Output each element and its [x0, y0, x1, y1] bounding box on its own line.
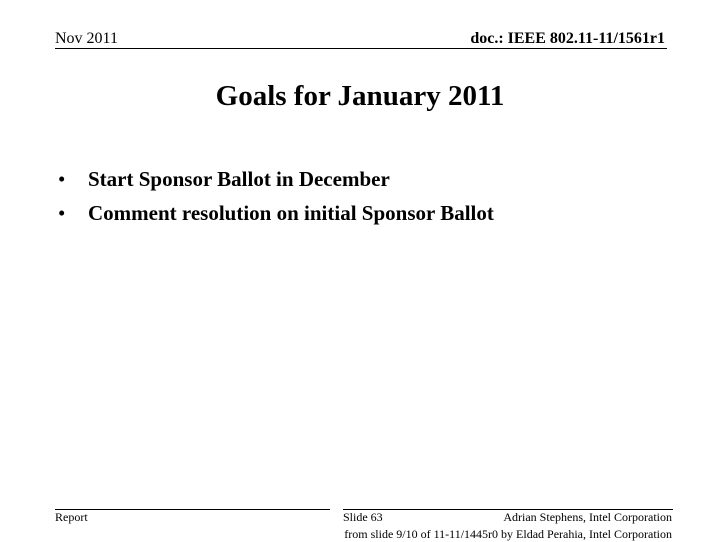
footer-source-note: from slide 9/10 of 11-11/1445r0 by Eldad Perahia, Intel Corporation: [344, 527, 672, 541]
header-date: Nov 2011: [55, 30, 118, 47]
footer-report-label: Report: [55, 510, 88, 524]
footer-left-rule: [55, 509, 330, 510]
header-document-id: doc.: IEEE 802.11-11/1561r1: [470, 30, 665, 47]
bullet-dot-icon: •: [58, 167, 66, 191]
bullet-item: [58, 162, 494, 196]
slide-title: Goals for January 2011: [215, 80, 505, 112]
footer-slide-number: Slide 63: [343, 510, 383, 524]
footer-author: Adrian Stephens, Intel Corporation: [503, 510, 672, 524]
bullet-text: Start Sponsor Ballot in December: [88, 167, 390, 191]
header-rule: [55, 48, 667, 49]
bullet-item: [58, 196, 494, 230]
bullet-list: [58, 162, 494, 230]
bullet-dot-icon: •: [58, 201, 66, 225]
bullet-text: Comment resolution on initial Sponsor Ballot: [88, 201, 494, 225]
